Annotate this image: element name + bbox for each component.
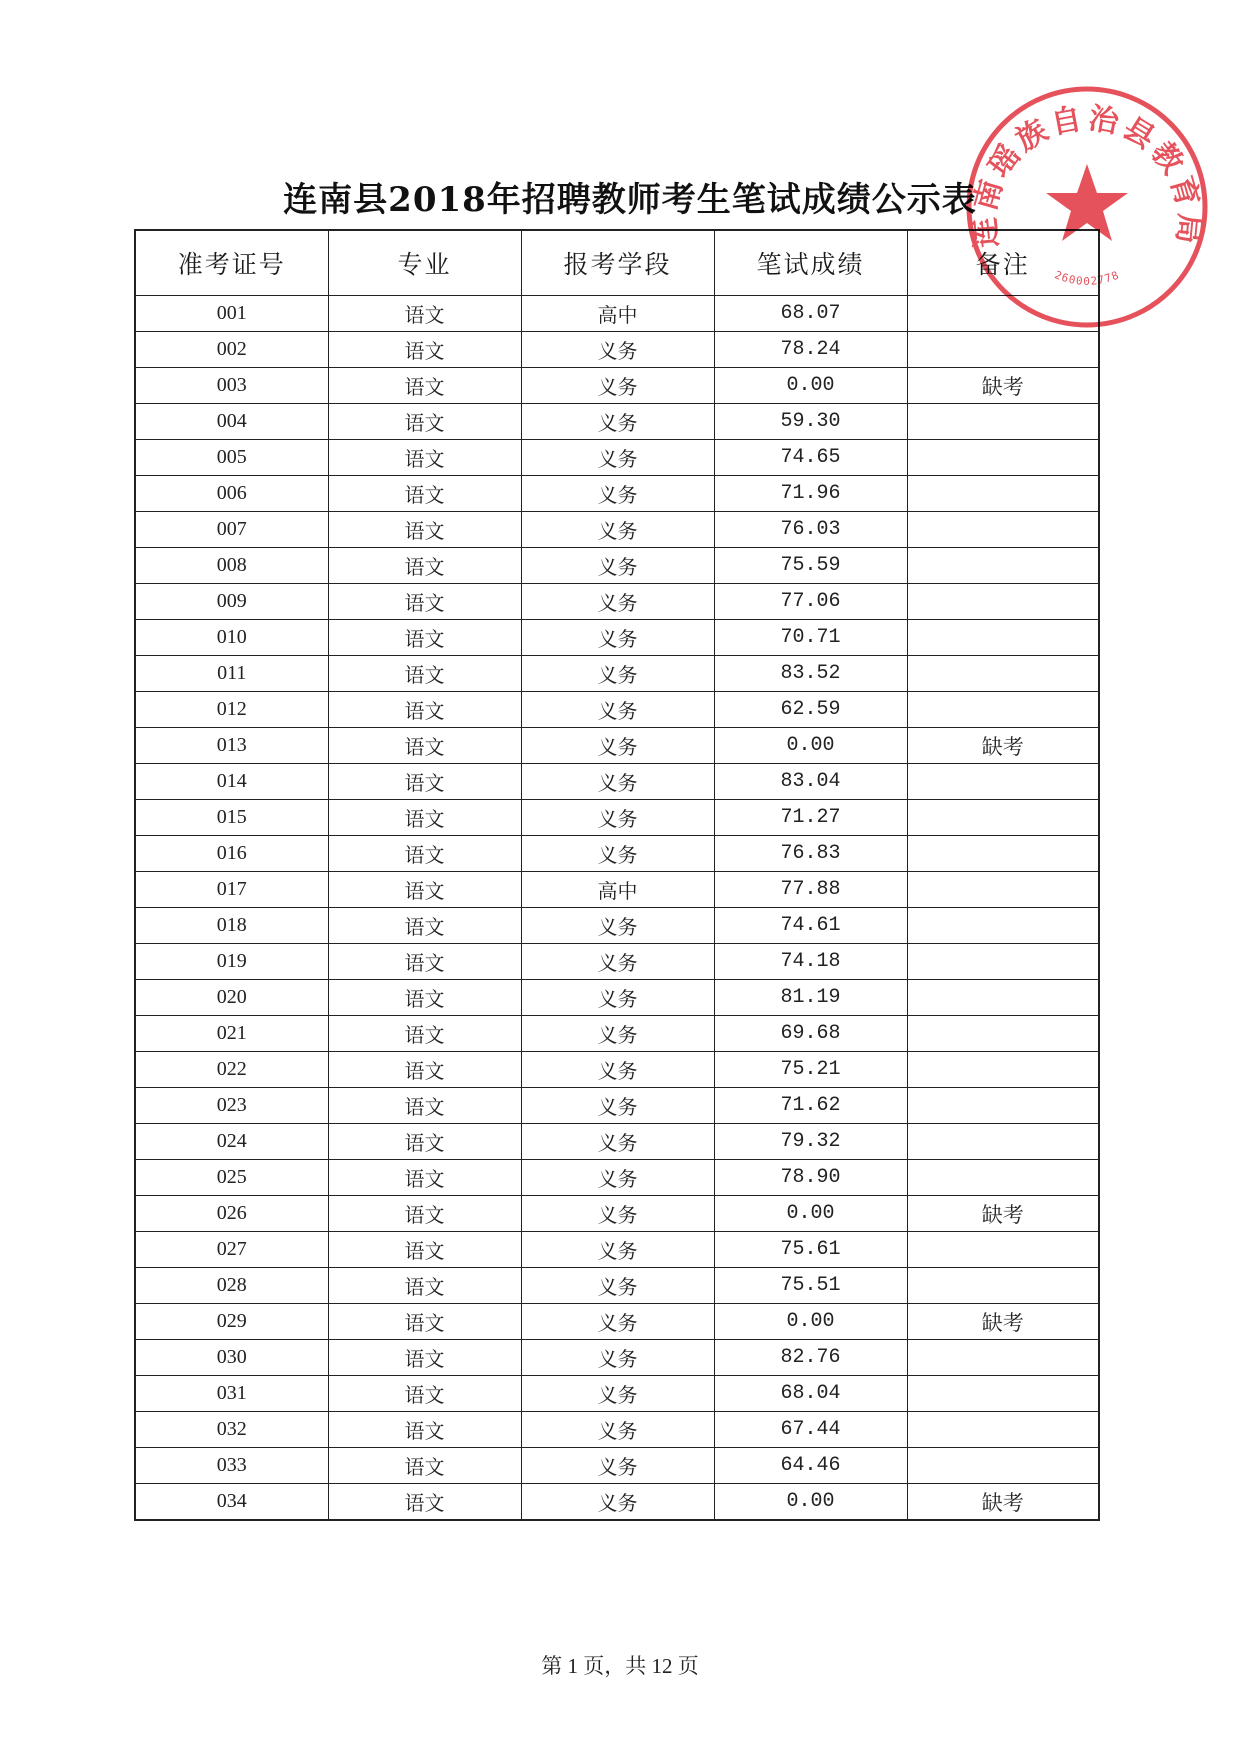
header-score: 笔试成绩 bbox=[714, 230, 907, 296]
score-cell: 0.00 bbox=[714, 1196, 907, 1232]
score-cell: 74.18 bbox=[714, 944, 907, 980]
stage-cell: 义务 bbox=[521, 656, 714, 692]
score-cell: 77.88 bbox=[714, 872, 907, 908]
stage-cell: 义务 bbox=[521, 1196, 714, 1232]
major-cell: 语文 bbox=[328, 476, 521, 512]
stage-cell: 义务 bbox=[521, 1016, 714, 1052]
note-cell bbox=[907, 1340, 1099, 1376]
exam-id-cell: 021 bbox=[135, 1016, 328, 1052]
exam-id-cell: 011 bbox=[135, 656, 328, 692]
table-row bbox=[135, 872, 1099, 908]
major-cell: 语文 bbox=[328, 764, 521, 800]
major-cell: 语文 bbox=[328, 1052, 521, 1088]
table-body bbox=[135, 296, 1099, 1521]
page-number: 第 1 页，共 12 页 bbox=[541, 1654, 699, 1678]
exam-id-cell: 032 bbox=[135, 1412, 328, 1448]
exam-id-cell: 031 bbox=[135, 1376, 328, 1412]
score-cell: 75.51 bbox=[714, 1268, 907, 1304]
exam-id-cell: 033 bbox=[135, 1448, 328, 1484]
exam-id-cell: 014 bbox=[135, 764, 328, 800]
header-row bbox=[135, 230, 1099, 296]
note-cell bbox=[907, 404, 1099, 440]
header-exam-id: 准考证号 bbox=[135, 230, 328, 296]
table-row bbox=[135, 1232, 1099, 1268]
exam-id-cell: 002 bbox=[135, 332, 328, 368]
score-cell: 62.59 bbox=[714, 692, 907, 728]
stage-cell: 义务 bbox=[521, 692, 714, 728]
table-row bbox=[135, 800, 1099, 836]
major-cell: 语文 bbox=[328, 1412, 521, 1448]
score-cell: 81.19 bbox=[714, 980, 907, 1016]
major-cell: 语文 bbox=[328, 368, 521, 404]
note-cell bbox=[907, 836, 1099, 872]
major-cell: 语文 bbox=[328, 1124, 521, 1160]
note-cell bbox=[907, 620, 1099, 656]
stage-cell: 义务 bbox=[521, 1340, 714, 1376]
stage-cell: 义务 bbox=[521, 836, 714, 872]
note-cell: 缺考 bbox=[907, 728, 1099, 764]
note-cell bbox=[907, 1016, 1099, 1052]
exam-id-cell: 025 bbox=[135, 1160, 328, 1196]
table-row bbox=[135, 1268, 1099, 1304]
major-cell: 语文 bbox=[328, 296, 521, 332]
stage-cell: 义务 bbox=[521, 1124, 714, 1160]
exam-id-cell: 003 bbox=[135, 368, 328, 404]
stage-cell: 义务 bbox=[521, 764, 714, 800]
note-cell bbox=[907, 584, 1099, 620]
major-cell: 语文 bbox=[328, 1160, 521, 1196]
exam-id-cell: 024 bbox=[135, 1124, 328, 1160]
stage-cell: 义务 bbox=[521, 944, 714, 980]
major-cell: 语文 bbox=[328, 404, 521, 440]
stage-cell: 义务 bbox=[521, 908, 714, 944]
major-cell: 语文 bbox=[328, 548, 521, 584]
major-cell: 语文 bbox=[328, 1016, 521, 1052]
score-cell: 71.96 bbox=[714, 476, 907, 512]
exam-id-cell: 034 bbox=[135, 1484, 328, 1521]
exam-id-cell: 016 bbox=[135, 836, 328, 872]
major-cell: 语文 bbox=[328, 656, 521, 692]
table-row bbox=[135, 476, 1099, 512]
seal-name-text: 连南瑶族自治县教育局 bbox=[966, 100, 1208, 250]
note-cell bbox=[907, 440, 1099, 476]
table-row bbox=[135, 1124, 1099, 1160]
score-cell: 83.04 bbox=[714, 764, 907, 800]
note-cell bbox=[907, 692, 1099, 728]
note-cell bbox=[907, 1268, 1099, 1304]
score-table bbox=[134, 229, 1100, 1521]
score-cell: 74.61 bbox=[714, 908, 907, 944]
stage-cell: 高中 bbox=[521, 872, 714, 908]
stage-cell: 义务 bbox=[521, 1268, 714, 1304]
table-row bbox=[135, 1304, 1099, 1340]
major-cell: 语文 bbox=[328, 620, 521, 656]
table-row bbox=[135, 584, 1099, 620]
score-cell: 75.59 bbox=[714, 548, 907, 584]
table-row bbox=[135, 980, 1099, 1016]
exam-id-cell: 022 bbox=[135, 1052, 328, 1088]
major-cell: 语文 bbox=[328, 1088, 521, 1124]
note-cell bbox=[907, 980, 1099, 1016]
exam-id-cell: 019 bbox=[135, 944, 328, 980]
table-row bbox=[135, 728, 1099, 764]
exam-id-cell: 005 bbox=[135, 440, 328, 476]
exam-id-cell: 001 bbox=[135, 296, 328, 332]
stage-cell: 义务 bbox=[521, 1304, 714, 1340]
note-cell bbox=[907, 908, 1099, 944]
major-cell: 语文 bbox=[328, 908, 521, 944]
major-cell: 语文 bbox=[328, 1376, 521, 1412]
score-cell: 75.21 bbox=[714, 1052, 907, 1088]
table-row bbox=[135, 1412, 1099, 1448]
table-row bbox=[135, 1196, 1099, 1232]
note-cell bbox=[907, 944, 1099, 980]
major-cell: 语文 bbox=[328, 980, 521, 1016]
score-cell: 68.07 bbox=[714, 296, 907, 332]
note-cell bbox=[907, 512, 1099, 548]
note-cell bbox=[907, 1160, 1099, 1196]
stage-cell: 义务 bbox=[521, 620, 714, 656]
score-cell: 64.46 bbox=[714, 1448, 907, 1484]
table-row bbox=[135, 404, 1099, 440]
exam-id-cell: 027 bbox=[135, 1232, 328, 1268]
score-cell: 67.44 bbox=[714, 1412, 907, 1448]
exam-id-cell: 010 bbox=[135, 620, 328, 656]
seal-code-text: 260002778 bbox=[1052, 268, 1122, 288]
stage-cell: 义务 bbox=[521, 512, 714, 548]
exam-id-cell: 018 bbox=[135, 908, 328, 944]
stage-cell: 高中 bbox=[521, 296, 714, 332]
stage-cell: 义务 bbox=[521, 332, 714, 368]
header-major: 专业 bbox=[328, 230, 521, 296]
score-cell: 69.68 bbox=[714, 1016, 907, 1052]
score-cell: 71.62 bbox=[714, 1088, 907, 1124]
table-row bbox=[135, 1376, 1099, 1412]
score-cell: 82.76 bbox=[714, 1340, 907, 1376]
header-note: 备注 bbox=[907, 230, 1099, 296]
exam-id-cell: 013 bbox=[135, 728, 328, 764]
stage-cell: 义务 bbox=[521, 1232, 714, 1268]
major-cell: 语文 bbox=[328, 728, 521, 764]
stage-cell: 义务 bbox=[521, 728, 714, 764]
table-row bbox=[135, 944, 1099, 980]
major-cell: 语文 bbox=[328, 944, 521, 980]
note-cell bbox=[907, 548, 1099, 584]
stage-cell: 义务 bbox=[521, 1448, 714, 1484]
stage-cell: 义务 bbox=[521, 1052, 714, 1088]
major-cell: 语文 bbox=[328, 1448, 521, 1484]
stage-cell: 义务 bbox=[521, 1484, 714, 1521]
major-cell: 语文 bbox=[328, 1340, 521, 1376]
note-cell: 缺考 bbox=[907, 368, 1099, 404]
stage-cell: 义务 bbox=[521, 476, 714, 512]
note-cell bbox=[907, 764, 1099, 800]
table-row bbox=[135, 1448, 1099, 1484]
score-cell: 83.52 bbox=[714, 656, 907, 692]
note-cell bbox=[907, 1232, 1099, 1268]
score-cell: 0.00 bbox=[714, 1484, 907, 1521]
table-row bbox=[135, 1160, 1099, 1196]
score-cell: 68.04 bbox=[714, 1376, 907, 1412]
major-cell: 语文 bbox=[328, 1304, 521, 1340]
exam-id-cell: 015 bbox=[135, 800, 328, 836]
score-cell: 0.00 bbox=[714, 368, 907, 404]
score-cell: 59.30 bbox=[714, 404, 907, 440]
stage-cell: 义务 bbox=[521, 1412, 714, 1448]
seal-code bbox=[1053, 268, 1122, 288]
note-cell bbox=[907, 332, 1099, 368]
stage-cell: 义务 bbox=[521, 440, 714, 476]
table-row bbox=[135, 620, 1099, 656]
score-cell: 76.83 bbox=[714, 836, 907, 872]
score-cell: 71.27 bbox=[714, 800, 907, 836]
score-cell: 75.61 bbox=[714, 1232, 907, 1268]
score-cell: 76.03 bbox=[714, 512, 907, 548]
major-cell: 语文 bbox=[328, 692, 521, 728]
major-cell: 语文 bbox=[328, 836, 521, 872]
exam-id-cell: 028 bbox=[135, 1268, 328, 1304]
note-cell bbox=[907, 476, 1099, 512]
score-cell: 77.06 bbox=[714, 584, 907, 620]
exam-id-cell: 006 bbox=[135, 476, 328, 512]
stage-cell: 义务 bbox=[521, 584, 714, 620]
score-cell: 78.90 bbox=[714, 1160, 907, 1196]
note-cell bbox=[907, 872, 1099, 908]
stage-cell: 义务 bbox=[521, 548, 714, 584]
exam-id-cell: 017 bbox=[135, 872, 328, 908]
major-cell: 语文 bbox=[328, 1232, 521, 1268]
note-cell bbox=[907, 1412, 1099, 1448]
major-cell: 语文 bbox=[328, 332, 521, 368]
major-cell: 语文 bbox=[328, 1196, 521, 1232]
exam-id-cell: 007 bbox=[135, 512, 328, 548]
note-cell bbox=[907, 800, 1099, 836]
stage-cell: 义务 bbox=[521, 368, 714, 404]
stage-cell: 义务 bbox=[521, 1160, 714, 1196]
note-cell bbox=[907, 1376, 1099, 1412]
table-row bbox=[135, 296, 1099, 332]
table-row bbox=[135, 908, 1099, 944]
table-row bbox=[135, 692, 1099, 728]
note-cell: 缺考 bbox=[907, 1196, 1099, 1232]
exam-id-cell: 009 bbox=[135, 584, 328, 620]
exam-id-cell: 030 bbox=[135, 1340, 328, 1376]
table-row bbox=[135, 512, 1099, 548]
stage-cell: 义务 bbox=[521, 800, 714, 836]
header-stage: 报考学段 bbox=[521, 230, 714, 296]
exam-id-cell: 020 bbox=[135, 980, 328, 1016]
table-row bbox=[135, 836, 1099, 872]
table-row bbox=[135, 1340, 1099, 1376]
exam-id-cell: 026 bbox=[135, 1196, 328, 1232]
star-icon bbox=[1046, 164, 1128, 241]
score-cell: 78.24 bbox=[714, 332, 907, 368]
major-cell: 语文 bbox=[328, 584, 521, 620]
stage-cell: 义务 bbox=[521, 980, 714, 1016]
page-title: 连南县2018年招聘教师考生笔试成绩公示表 bbox=[283, 180, 977, 220]
exam-id-cell: 029 bbox=[135, 1304, 328, 1340]
exam-id-cell: 004 bbox=[135, 404, 328, 440]
official-seal bbox=[960, 80, 1214, 334]
table-row bbox=[135, 1484, 1099, 1521]
score-cell: 70.71 bbox=[714, 620, 907, 656]
exam-id-cell: 023 bbox=[135, 1088, 328, 1124]
score-cell: 0.00 bbox=[714, 728, 907, 764]
note-cell bbox=[907, 1088, 1099, 1124]
note-cell bbox=[907, 656, 1099, 692]
table-row bbox=[135, 764, 1099, 800]
note-cell bbox=[907, 1052, 1099, 1088]
table-row bbox=[135, 1016, 1099, 1052]
note-cell bbox=[907, 1124, 1099, 1160]
table-header bbox=[135, 230, 1099, 296]
major-cell: 语文 bbox=[328, 1268, 521, 1304]
score-cell: 79.32 bbox=[714, 1124, 907, 1160]
stage-cell: 义务 bbox=[521, 1088, 714, 1124]
major-cell: 语文 bbox=[328, 1484, 521, 1521]
note-cell: 缺考 bbox=[907, 1304, 1099, 1340]
exam-id-cell: 008 bbox=[135, 548, 328, 584]
score-cell: 74.65 bbox=[714, 440, 907, 476]
table-row bbox=[135, 440, 1099, 476]
stage-cell: 义务 bbox=[521, 1376, 714, 1412]
table-row bbox=[135, 1052, 1099, 1088]
exam-id-cell: 012 bbox=[135, 692, 328, 728]
table-row bbox=[135, 656, 1099, 692]
major-cell: 语文 bbox=[328, 512, 521, 548]
table-row bbox=[135, 332, 1099, 368]
table-row bbox=[135, 1088, 1099, 1124]
table-row bbox=[135, 548, 1099, 584]
note-cell bbox=[907, 1448, 1099, 1484]
stage-cell: 义务 bbox=[521, 404, 714, 440]
note-cell: 缺考 bbox=[907, 1484, 1099, 1521]
score-cell: 0.00 bbox=[714, 1304, 907, 1340]
major-cell: 语文 bbox=[328, 800, 521, 836]
table-row bbox=[135, 368, 1099, 404]
major-cell: 语文 bbox=[328, 440, 521, 476]
major-cell: 语文 bbox=[328, 872, 521, 908]
